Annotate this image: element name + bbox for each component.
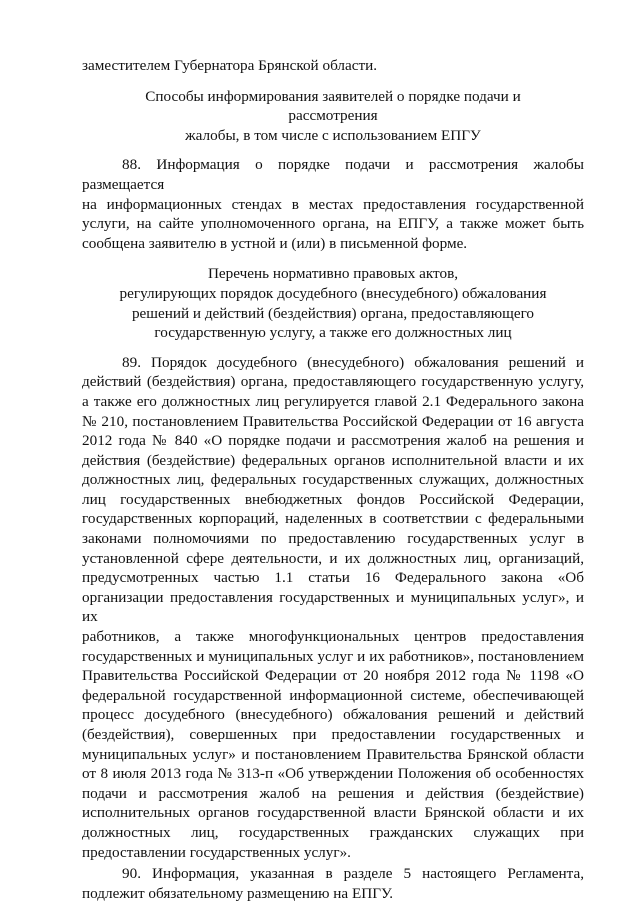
paragraph-line: государственных корпораций, наделенных в соответствии с федеральными: [82, 510, 584, 528]
paragraph-line: 2012 года № 840 «О порядке подачи и рассмотрения жалоб на решения и: [82, 432, 584, 450]
paragraph-line: 88. Информация о порядке подачи и рассмотрения жалобы размещается: [82, 156, 584, 193]
paragraph-line: на информационных стендах в местах предоставления государственной: [82, 195, 584, 213]
paragraph-line: а также его должностных лиц регулируется главой 2.1 Федерального закона: [82, 392, 584, 410]
paragraph-line: лиц государственных внебюджетных фондов Российской Федерации,: [82, 490, 584, 508]
paragraph-line: (бездействия), совершенных при предоставлении государственных и: [82, 726, 584, 743]
paragraph-line: муниципальных услуг» и постановлением Правительства Брянской области: [82, 745, 584, 763]
paragraph-line: 89. Порядок досудебного (внесудебного) обжалования решений и: [122, 353, 584, 371]
heading-line: государственную услугу, а также его должностных лиц: [154, 324, 512, 342]
paragraph-88: [82, 155, 584, 253]
section-heading-legal-acts: [82, 264, 584, 342]
paragraph-line: установленной сфере деятельности, и их должностных лиц, организаций,: [82, 549, 584, 567]
paragraph-line: действия (бездействие) федеральных органов исполнительной власти и их: [82, 451, 584, 469]
paragraph-line: подачи и рассмотрения жалоб на решения и действия (бездействие): [82, 784, 584, 802]
section-heading-complaint-info: [82, 87, 584, 146]
paragraph-line: № 210, постановлением Правительства Российской Федерации от 16 августа: [82, 412, 584, 430]
lead-line: заместителем Губернатора Брянской области.: [82, 57, 378, 74]
paragraph-line: процесс досудебного (внесудебного) обжалования решений и действий: [82, 706, 584, 724]
heading-line: рассмотрения: [288, 107, 378, 125]
heading-line: жалобы, в том числе с использованием ЕПГУ: [185, 126, 481, 144]
paragraph-line: предусмотренных частью 1.1 статьи 16 Федерального закона «Об: [82, 569, 584, 587]
heading-line: Перечень нормативно правовых актов,: [207, 265, 459, 283]
heading-line: регулирующих порядок досудебного (внесудебного) обжалования: [119, 284, 547, 302]
paragraph-line: предоставлении государственных услуг».: [82, 843, 351, 861]
paragraph-line: законами полномочиями по предоставлению государственных услуг в: [82, 530, 584, 548]
paragraph-line: должностных лиц, федеральных государственных служащих, должностных: [82, 471, 584, 489]
paragraph-line: 90. Информация, указанная в разделе 5 настоящего Регламента,: [122, 865, 584, 883]
heading-line: решений и действий (бездействия) органа, предоставляющего: [131, 304, 535, 322]
paragraph-line: федеральной государственной информационной системе, обеспечивающей: [82, 686, 584, 704]
paragraph-line: сообщена заявителю в устной и (или) в письменной форме.: [82, 234, 468, 252]
paragraph-line: государственных и муниципальных услуг и их работников», постановлением: [82, 647, 584, 665]
paragraph-line: действий (бездействия) органа, предоставляющего государственную услугу,: [82, 373, 584, 391]
paragraph-line: организации предоставления государственных и муниципальных услуг», и их: [82, 588, 584, 626]
heading-line: Способы информирования заявителей о порядке подачи и: [145, 87, 521, 105]
paragraph-line: от 8 июля 2013 года № 313-п «Об утверждении Положения об особенностях: [82, 765, 584, 783]
paragraph-89: [82, 353, 584, 862]
paragraph-line: услуги, на сайте уполномоченного органа, на ЕПГУ, а также может быть: [82, 215, 584, 233]
paragraph-90: [82, 864, 584, 903]
document-page: [82, 56, 584, 914]
paragraph-line: подлежит обязательному размещению на ЕПГУ.: [82, 884, 394, 902]
paragraph-line: исполнительных органов государственной власти Брянской области и их: [82, 804, 584, 822]
paragraph-line: должностных лиц, государственных гражданских служащих при: [82, 823, 584, 841]
paragraph-line: Правительства Российской Федерации от 20 ноября 2012 года № 1198 «О: [82, 667, 584, 685]
paragraph-line: работников, а также многофункциональных центров предоставления: [82, 628, 584, 646]
